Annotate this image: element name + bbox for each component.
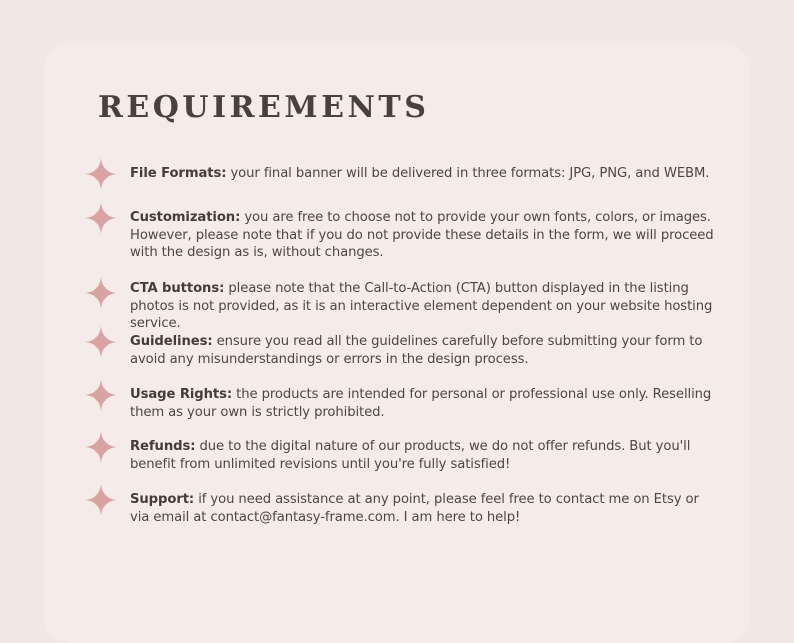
requirement-label: Refunds:: [130, 439, 196, 454]
sparkle-icon: [84, 276, 118, 310]
requirement-label: Customization:: [130, 210, 241, 225]
requirement-label: CTA buttons:: [130, 281, 225, 296]
requirement-label: Guidelines:: [130, 334, 213, 349]
requirement-label: Usage Rights:: [130, 387, 233, 402]
sparkle-icon: [84, 378, 118, 412]
sparkle-icon: [84, 201, 118, 235]
requirement-description: please note that the Call-to-Action (CTA) button displayed in the listing photos is not provided, as it is an interactive element dependent on your website hosting service.: [130, 281, 713, 331]
requirement-description: your final banner will be delivered in three formats: JPG, PNG, and WEBM.: [226, 166, 710, 181]
requirement-description: if you need assistance at any point, please feel free to contact me on Etsy or via email at contact@fantasy-frame.com. I am here to help!: [130, 492, 699, 525]
requirement-description: due to the digital nature of our products, we do not offer refunds. But you'll benefit from unlimited revisions until you're fully satisfied!: [130, 439, 691, 472]
requirement-label: Support:: [130, 492, 195, 507]
sparkle-icon: [84, 430, 118, 464]
sparkle-icon: [84, 157, 118, 191]
requirement-label: File Formats:: [130, 166, 227, 181]
sparkle-icon: [84, 325, 118, 359]
page-title: REQUIREMENTS: [98, 90, 430, 125]
sparkle-icon: [84, 483, 118, 517]
requirement-description: ensure you read all the guidelines carefully before submitting your form to avoid any misunderstandings or errors in the design process.: [130, 334, 703, 367]
requirement-description: you are free to choose not to provide your own fonts, colors, or images. However, please note that if you do not provide these details in the form, we will proceed with the design as is, without changes.: [130, 210, 714, 260]
requirement-description: the products are intended for personal or professional use only. Reselling them as your own is strictly prohibited.: [130, 387, 712, 420]
